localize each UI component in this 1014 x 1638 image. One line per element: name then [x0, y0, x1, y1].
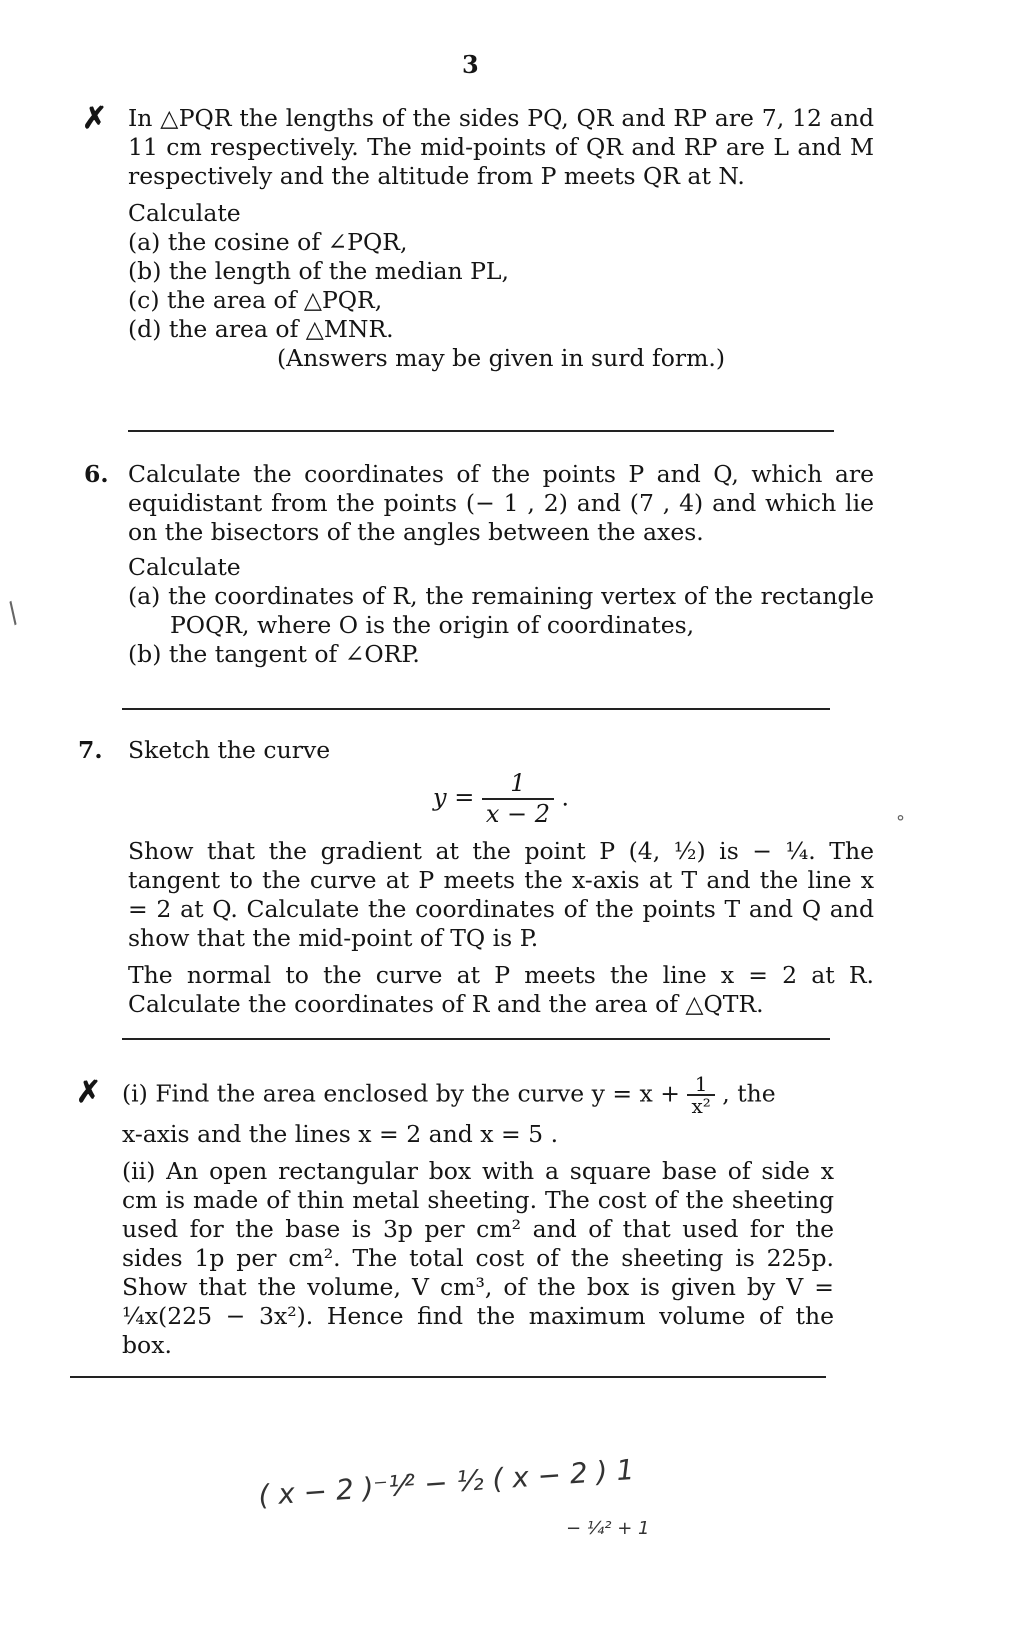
question-6: [128, 460, 874, 669]
question-5-item-d: (d) the area of △MNR.: [128, 315, 394, 343]
divider-3: [122, 1038, 830, 1040]
question-6-text: Calculate the coordinates of the points P and Q, which are equidistant from the points (− 1 , 2) and (7 , 4) and which lie on the bisectors of the angles between the axes.: [128, 460, 874, 546]
question-7-para-2: The normal to the curve at P meets the line x = 2 at R. Calculate the coordinates of R and the area of △QTR.: [128, 961, 874, 1018]
question-5-note: (Answers may be given in surd form.): [277, 344, 725, 372]
question-8-part-1-cont: x-axis and the lines x = 2 and x = 5 .: [122, 1120, 559, 1148]
page-number: 3: [462, 50, 479, 79]
formula-fraction: [482, 769, 554, 829]
question-7: [128, 736, 874, 1019]
cross-mark-icon: ✗: [76, 1075, 102, 1110]
question-8-part-2: (ii) An open rectangular box with a square base of side x cm is made of thin metal sheeting. The cost of the sheeting used for the base is 3p per cm² and of that used for the sides 1p per cm². The total cost of the sheeting is 225p. Show that the volume, V cm³, of the box is given by V = ¼x(225 − 3x²). Hence find the maximum volume of the box.: [122, 1157, 834, 1359]
handwritten-note-1: ( x − 2 )⁻¹⁄² − ½ ( x − 2 ) 1: [257, 1452, 636, 1513]
question-6-calculate: Calculate: [128, 553, 241, 581]
question-8-part-1-text: (i) Find the area enclosed by the curve y = x +: [122, 1079, 680, 1108]
question-5-item-b: (b) the length of the median PL,: [128, 257, 509, 285]
handwritten-note-2: − ¼² + 1: [566, 1518, 650, 1539]
divider-2: [122, 708, 830, 710]
divider-4: [70, 1376, 826, 1378]
margin-mark: /: [0, 595, 26, 630]
margin-mark: °: [896, 812, 905, 833]
question-8-fraction-numerator: 1: [687, 1074, 714, 1096]
question-7-number: 7.: [78, 736, 103, 764]
question-5: [128, 104, 874, 373]
formula-denominator: x − 2: [485, 800, 550, 828]
question-8-part-1: [122, 1074, 834, 1116]
question-6-item-a: (a) the coordinates of R, the remaining vertex of the rectangle POQR, where O is the origin of coordinates,: [128, 582, 874, 639]
question-6-number: 6.: [84, 460, 109, 488]
formula-end: .: [561, 783, 569, 812]
question-5-calculate: Calculate: [128, 199, 241, 227]
formula-lhs: y =: [433, 783, 475, 812]
question-8-part-1-tail: , the: [722, 1079, 776, 1108]
question-7-para-1: Show that the gradient at the point P (4, ½) is − ¼. The tangent to the curve at P meets the x-axis at T and the line x = 2 at Q. Calculate the coordinates of the points T and Q and show that the mid-point of TQ is P.: [128, 837, 874, 952]
cross-mark-icon: ✗: [82, 101, 108, 136]
divider-1: [128, 430, 834, 432]
question-5-text: In △PQR the lengths of the sides PQ, QR and RP are 7, 12 and 11 cm respectively. The mid-points of QR and RP are L and M respectively and the altitude from P meets QR at N.: [128, 104, 874, 190]
question-8: [122, 1074, 834, 1360]
question-7-intro: Sketch the curve: [128, 736, 331, 764]
question-7-formula: [128, 769, 874, 829]
question-8-fraction-denominator: x²: [691, 1094, 711, 1118]
formula-numerator: 1: [482, 769, 554, 800]
question-5-item-c: (c) the area of △PQR,: [128, 286, 383, 314]
question-8-fraction: [687, 1074, 714, 1116]
question-6-item-b: (b) the tangent of ∠ORP.: [128, 640, 420, 668]
question-5-item-a: (a) the cosine of ∠PQR,: [128, 228, 408, 256]
